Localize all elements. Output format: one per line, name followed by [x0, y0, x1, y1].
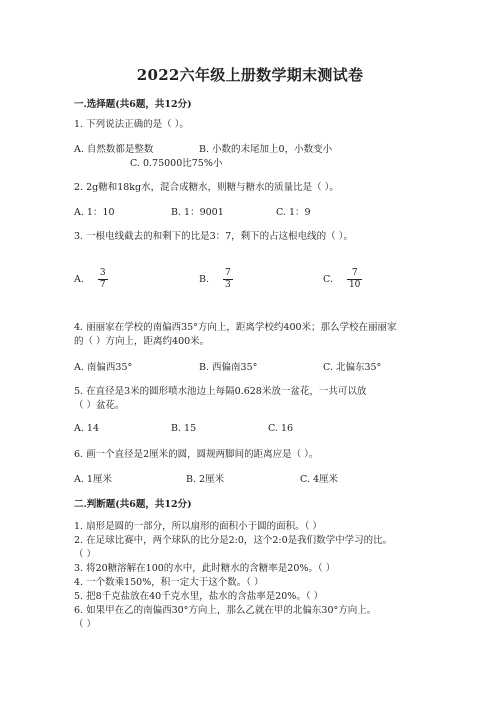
q4-option-c: C. 北偏东35° — [323, 362, 382, 373]
q5-option-b: B. 15 — [171, 423, 197, 434]
fraction-numerator: 7 — [351, 268, 358, 278]
q1-option-b: B. 小数的末尾加上0，小数变小 — [199, 144, 333, 155]
q2-option-b: B. 1：9001 — [171, 207, 224, 218]
q3-option-b — [199, 268, 233, 291]
q3-option-b-fraction — [223, 268, 233, 291]
section-heading-judgement: 二.判断题(共6题，共12分) — [74, 499, 192, 510]
judgement-item: 4. 一个数乘150%，积一定大于这个数。（ ） — [74, 577, 264, 588]
question-1: 1. 下列说法正确的是（ ）。 — [74, 119, 189, 130]
q3-option-b-label: B. — [199, 274, 210, 285]
question-4-line-1: 4. 丽丽家在学校的南偏西35°方向上，距离学校约400米；那么学校在丽丽家 — [74, 322, 397, 333]
q6-option-a: A. 1厘米 — [74, 474, 112, 485]
q2-option-a: A. 1：10 — [74, 207, 115, 218]
judgement-item: 6. 如果甲在乙的南偏西30°方向上，那么乙就在甲的北偏东30°方向上。 — [74, 605, 377, 616]
q4-option-a: A. 南偏西35° — [74, 362, 133, 373]
q4-option-b: B. 西偏南35° — [199, 362, 258, 373]
q3-option-c — [323, 268, 362, 291]
judgement-item-blank: （ ） — [74, 549, 97, 560]
fraction-numerator: 7 — [225, 268, 231, 278]
fraction-numerator: 3 — [99, 268, 106, 278]
question-5-line-2: （ ）盆花。 — [74, 400, 125, 411]
page-title: 2022六年级上册数学期末测试卷 — [136, 66, 364, 84]
q2-option-c: C. 1：9 — [276, 207, 311, 218]
q3-option-c-fraction — [347, 268, 362, 291]
judgement-item: 2. 在足球比赛中，两个球队的比分是2:0，这个2:0是我们数学中学习的比。 — [74, 535, 393, 546]
section-heading-choice: 一.选择题(共6题，共12分) — [74, 99, 192, 110]
question-4-line-2: 的（ ）方向上，距离约400米。 — [74, 336, 210, 347]
q5-option-a: A. 14 — [74, 423, 99, 434]
judgement-item: 5. 把8千克盐放在40千克水里，盐水的含盐率是20%。（ ） — [74, 591, 324, 602]
fraction-denominator: 10 — [348, 280, 361, 290]
judgement-item: 1. 扇形是圆的一部分，所以扇形的面积小于圆的面积。（ ） — [74, 521, 322, 532]
judgement-item-blank: （ ） — [74, 619, 97, 630]
question-6: 6. 画一个直径是2厘米的圆，圆规两脚间的距离应是（ ）。 — [74, 449, 319, 460]
q3-option-a-label: A. — [74, 274, 84, 285]
fraction-denominator: 3 — [225, 280, 231, 290]
question-5-line-1: 5. 在直径是3米的圆形喷水池边上每隔0.628米放一盆花，一共可以放 — [74, 386, 367, 397]
question-3: 3. 一根电线截去的和剩下的比是3：7，剩下的占这根电线的（ ）。 — [74, 231, 353, 242]
q3-option-c-label: C. — [323, 274, 333, 285]
question-2: 2. 2g糖和18kg水，混合成糖水，则糖与糖水的质量比是（ ）。 — [74, 182, 339, 193]
q3-option-a — [74, 268, 108, 291]
q6-option-c: C. 4厘米 — [300, 474, 339, 485]
q1-option-c: C. 0.75000比75%小 — [130, 158, 223, 169]
q6-option-b: B. 2厘米 — [186, 474, 225, 485]
q5-option-c: C. 16 — [268, 423, 294, 434]
judgement-item: 3. 将20糖溶解在100的水中，此时糖水的含糖率是20%。（ ） — [74, 563, 336, 574]
q3-option-a-fraction — [98, 268, 108, 291]
q1-option-a: A. 自然数都是整数 — [74, 144, 154, 155]
fraction-denominator: 7 — [99, 280, 106, 290]
